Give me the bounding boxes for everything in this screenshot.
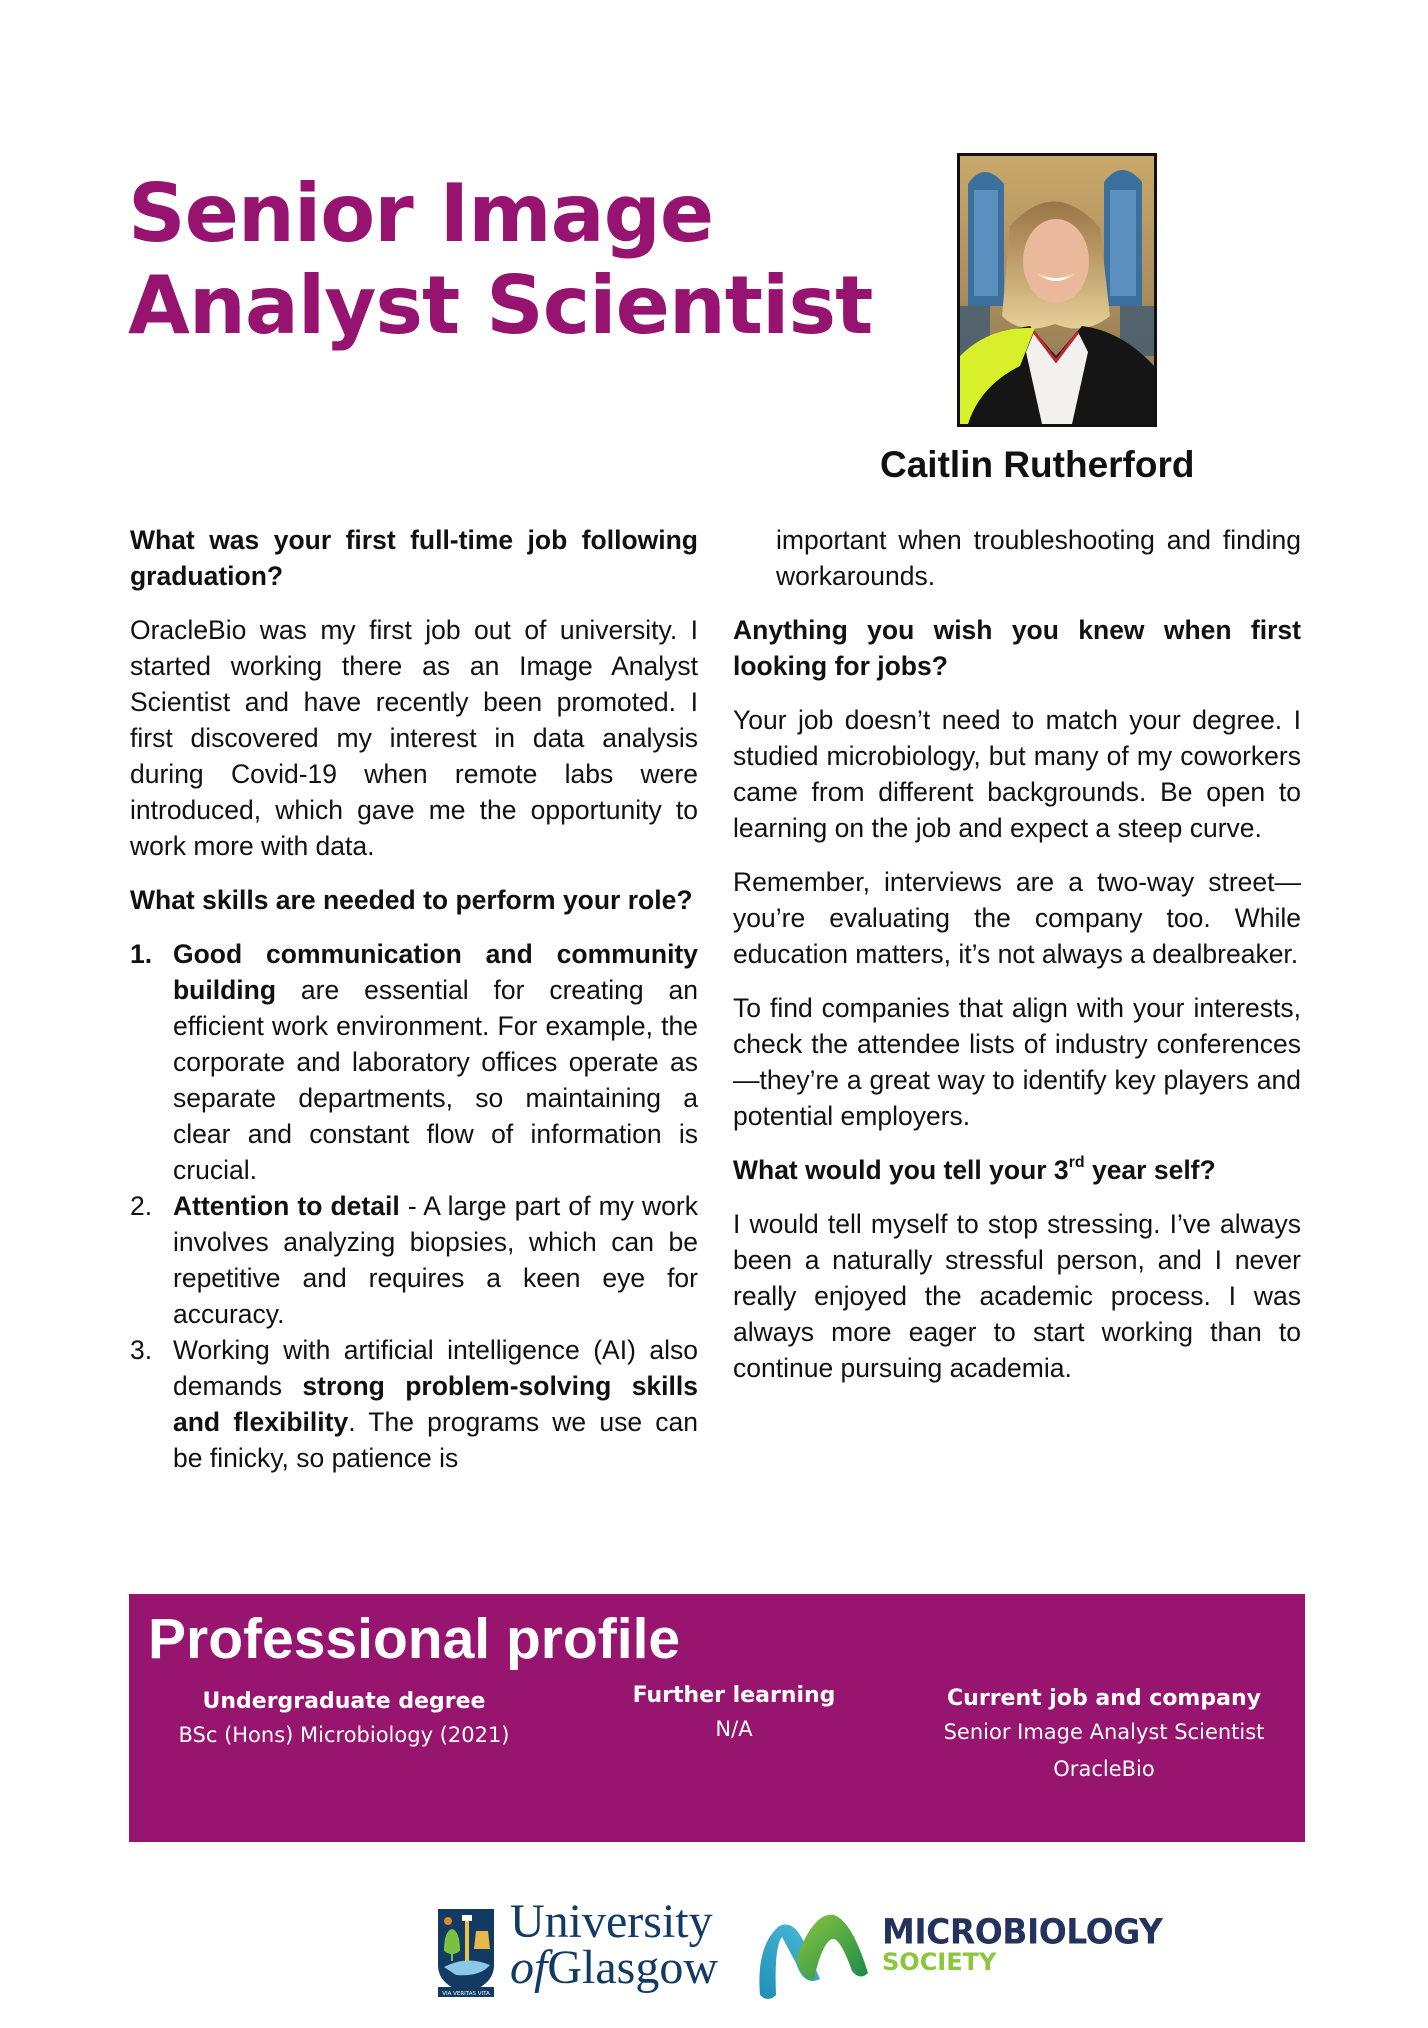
- interview-column-left: [130, 522, 698, 1476]
- uog-line-2: [510, 1941, 718, 1994]
- university-of-glasgow-wordmark: [510, 1895, 718, 1994]
- skills-list: [130, 936, 698, 1476]
- skill-continued: important when troubleshooting and finding workarounds.: [776, 525, 1301, 591]
- profile-undergraduate-degree: [159, 1687, 529, 1754]
- uog-glasgow: Glasgow: [547, 1941, 718, 1994]
- skill-item: [130, 1332, 698, 1476]
- professional-profile-panel: [129, 1594, 1305, 1842]
- ms-line-2: SOCIETY: [882, 1948, 997, 1976]
- question-third-year-sup: rd: [1068, 1153, 1085, 1171]
- profile-value: N/A: [715, 1717, 753, 1741]
- microbiology-society-wordmark: [882, 1911, 1163, 1976]
- page-title: [128, 168, 872, 352]
- skill-item: [130, 936, 698, 1188]
- microbiology-society-m-icon: [756, 1907, 872, 2003]
- uog-line-1: University: [510, 1895, 713, 1948]
- question-wish-knew: Anything you wish you knew when first looking for jobs?: [733, 615, 1301, 681]
- title-line-2: Analyst Scientist: [128, 259, 873, 352]
- answer-wish-knew-2: Remember, interviews are a two-way street—you’re evaluating the company too. While education matters, it’s not always a dealbreaker.: [733, 867, 1301, 969]
- uog-of: of: [510, 1941, 548, 1994]
- question-first-job: What was your first full-time job following graduation?: [130, 525, 698, 591]
- skill-text: - A large part of my work involves analyzing biopsies, which can be repetitive and requires a keen eye for accuracy.: [173, 1191, 698, 1329]
- profile-current-job: [904, 1684, 1304, 1788]
- skill-number: 3.: [130, 1335, 153, 1365]
- skill-bold: Attention to detail: [173, 1191, 400, 1221]
- professional-profile-title: Professional profile: [148, 1607, 681, 1671]
- ms-line-1: MICROBIOLOGY: [882, 1911, 1163, 1952]
- portrait-image: [960, 156, 1154, 424]
- footer-logos: [434, 1895, 1163, 2005]
- profile-value: OracleBio: [1053, 1757, 1155, 1781]
- answer-third-year: I would tell myself to stop stressing. I’ve always been a naturally stressful person, and I never really enjoyed the academic process. I was always more eager to start working than to continue pursuing academia.: [733, 1209, 1301, 1383]
- skill-bold: Good communication and community building: [173, 939, 698, 1005]
- skill-text: . The programs we use can be finicky, so patience is: [173, 1407, 698, 1473]
- uog-motto: VIA VERITAS VITA: [442, 1991, 490, 1997]
- profile-heading: Further learning: [632, 1683, 836, 1708]
- profile-heading: Current job and company: [947, 1686, 1261, 1711]
- skill-text: are essential for creating an efficient work environment. For example, the corporate and laboratory offices operate as separate departments, so maintaining a clear and constant flow of information is crucial.: [173, 975, 698, 1185]
- profile-value: Senior Image Analyst Scientist: [943, 1720, 1265, 1744]
- skill-bold: strong problem-solving skills and flexibility: [173, 1371, 698, 1437]
- question-skills: What skills are needed to perform your role?: [130, 885, 693, 915]
- profile-value: BSc (Hons) Microbiology (2021): [178, 1723, 510, 1747]
- question-third-year-pre: What would you tell your 3: [733, 1155, 1069, 1185]
- person-name: Caitlin Rutherford: [880, 444, 1195, 485]
- title-line-1: Senior Image: [128, 167, 714, 260]
- question-third-year: [733, 1152, 1301, 1188]
- interview-column-right: [733, 522, 1301, 1404]
- profile-heading: Undergraduate degree: [202, 1689, 486, 1714]
- skill-pre: Working with artificial intelligence (AI) also demands: [173, 1335, 698, 1401]
- university-of-glasgow-crest-icon: [436, 1907, 496, 1999]
- skill-item: [130, 1188, 698, 1332]
- skill-number: 2.: [130, 1191, 153, 1221]
- profile-further-learning: [569, 1681, 899, 1748]
- question-third-year-post: year self?: [1084, 1155, 1216, 1185]
- answer-first-job: OracleBio was my first job out of university. I started working there as an Image Analyst Scientist and have recently been promoted. I first discovered my interest in data analysis during Covid-19 when remote labs were introduced, which gave me the opportunity to work more with data.: [130, 615, 698, 861]
- skill-number: 1.: [130, 939, 153, 969]
- answer-wish-knew-3: To find companies that align with your interests, check the attendee lists of industry conferences—they’re a great way to identify key players and potential employers.: [733, 993, 1301, 1131]
- answer-wish-knew-1: Your job doesn’t need to match your degree. I studied microbiology, but many of my coworkers came from different backgrounds. Be open to learning on the job and expect a steep curve.: [733, 705, 1301, 843]
- profile-photo: [957, 153, 1157, 427]
